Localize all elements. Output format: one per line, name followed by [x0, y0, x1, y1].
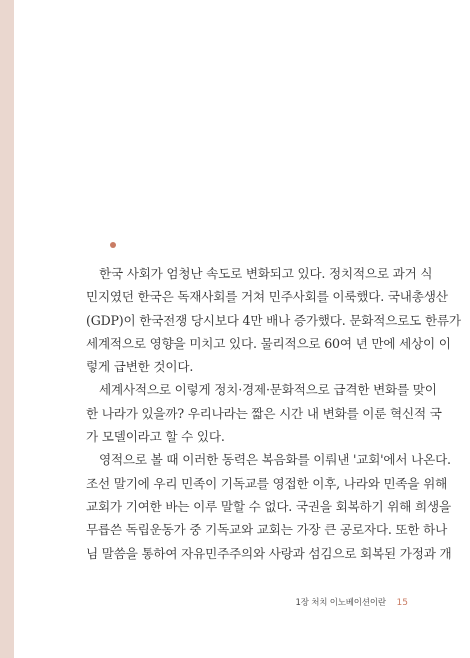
body-text: [86, 262, 461, 565]
paragraph: [86, 378, 442, 448]
page-number: 15: [396, 598, 408, 608]
text-line: 세계사적으로 이렇게 정치·경제·문화적으로 급격한 변화를 맞이: [99, 382, 437, 398]
text-line: 세계적으로 영향을 미치고 있다. 물리적으로 60여 년 만에 세상이 이: [86, 335, 451, 351]
text-line: (GDP)이 한국전쟁 당시보다 4만 배나 증가했다. 문화적으로도 한류가: [86, 312, 461, 328]
text-line: 님 말씀을 통하여 자유민주주의와 사랑과 섬김으로 회복된 가정과 개: [86, 545, 452, 561]
text-line: 영적으로 볼 때 이러한 동력은 복음화를 이뤄낸 '교회'에서 나온다.: [99, 452, 451, 468]
text-line: 민지였던 한국은 독재사회를 거쳐 민주사회를 이룩했다. 국내총생산: [86, 289, 448, 305]
text-line: 가 모델이라고 할 수 있다.: [86, 429, 225, 445]
paragraph: [86, 448, 452, 564]
text-line: 한 나라가 있을까? 우리나라는 짧은 시간 내 변화를 이룬 혁신적 국: [86, 405, 442, 421]
text-line: 한국 사회가 엄청난 속도로 변화되고 있다. 정치적으로 과거 식: [99, 266, 433, 281]
paragraph: [86, 262, 461, 378]
section-marker-dot: [110, 242, 116, 248]
running-footer: [296, 596, 408, 608]
page-spine-edge: [0, 0, 14, 658]
text-line: 렇게 급변한 것이다.: [86, 359, 194, 375]
text-line: 조선 말기에 우리 민족이 기독교를 영접한 이후, 나라와 민족을 위해: [86, 475, 448, 491]
chapter-title: 1장 처치 이노베이션이란: [295, 598, 386, 608]
text-line: 무릅쓴 독립운동가 중 기독교와 교회는 가장 큰 공로자다. 또한 하나: [86, 522, 448, 538]
text-line: 교회가 기여한 바는 이루 말할 수 없다. 국권을 회복하기 위해 희생을: [86, 498, 451, 514]
